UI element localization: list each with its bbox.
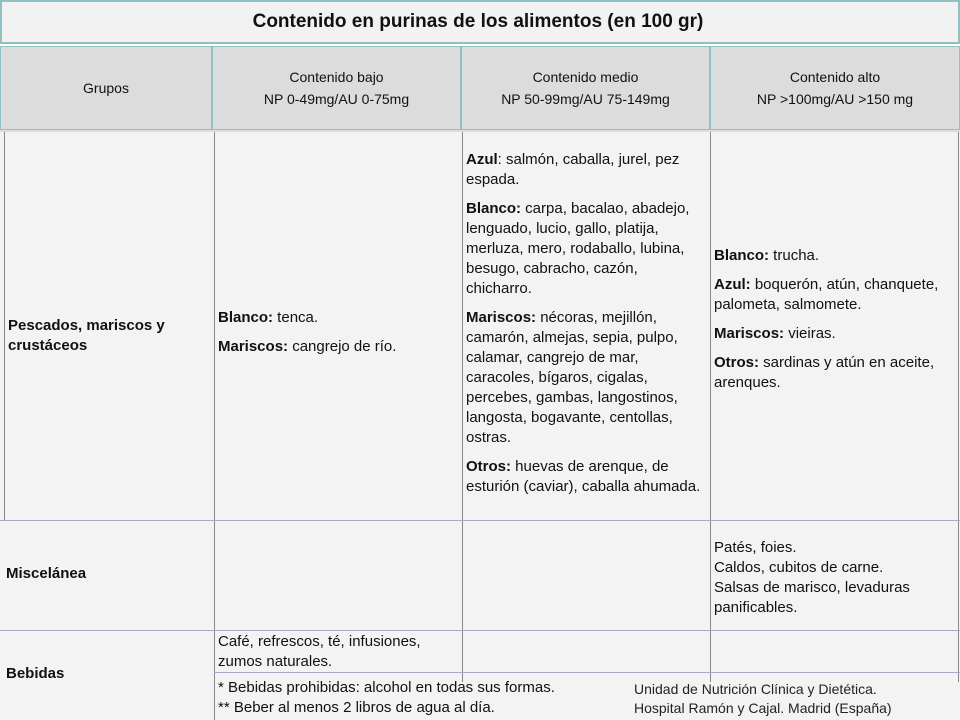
row-divider [0, 630, 960, 631]
column-divider [214, 132, 215, 720]
fish-medium-text-1: carpa, bacalao, abadejo, lenguado, lucio, gallo, platija, merluza, mero, rodaballo, lubina, besugo, cabracho, cazón, chicharro. [466, 200, 690, 297]
header-groups [0, 46, 212, 130]
fish-high-cell [714, 246, 950, 402]
column-divider [958, 132, 959, 682]
group-drinks: Bebidas [6, 665, 65, 682]
table-body [0, 132, 960, 720]
fish-low-text-0: tenca. [273, 309, 319, 326]
fish-high-text-3: sardinas y atún en aceite, arenques. [714, 354, 935, 391]
header-low-title: Contenido bajo [289, 69, 384, 85]
fish-medium-label-3: Otros: [466, 458, 511, 475]
group-fish: Pescados, mariscos y crustáceos [8, 317, 165, 354]
fish-medium-cell [466, 150, 706, 506]
header-high-title: Contenido alto [789, 69, 881, 85]
fish-low-label-0: Blanco: [218, 309, 274, 326]
credit-line-2: Hospital Ramón y Cajal. Madrid (España) [634, 700, 892, 716]
drinks-note-2: ** Beber al menos 2 libros de agua al día. [218, 699, 495, 716]
credit-line-1: Unidad de Nutrición Clínica y Dietética. [634, 681, 877, 697]
header-groups-label: Grupos [83, 80, 129, 96]
drinks-note-1: * Bebidas prohibidas: alcohol en todas sus formas. [218, 679, 555, 696]
column-divider [710, 132, 711, 682]
fish-medium-text-0: : salmón, caballa, jurel, pez espada. [466, 151, 680, 188]
header-high [710, 46, 960, 130]
fish-high-label-3: Otros: [714, 354, 759, 371]
fish-medium-text-3: huevas de arenque, de esturión (caviar), caballa ahumada. [466, 458, 701, 495]
header-medium-title: Contenido medio [532, 69, 639, 85]
fish-medium-label-2: Mariscos: [466, 309, 537, 326]
fish-low-cell [218, 308, 458, 366]
fish-high-text-1: boquerón, atún, chanquete, palometa, salmomete. [714, 276, 939, 313]
page-title: Contenido en purinas de los alimentos (en 100 gr) [252, 11, 704, 32]
fish-high-label-1: Azul: [714, 276, 751, 293]
source-credit [634, 680, 892, 718]
fish-medium-label-0: Azul [466, 151, 498, 168]
fish-medium-label-1: Blanco: [466, 200, 522, 217]
header-low-range: NP 0-49mg/AU 0-75mg [263, 91, 410, 107]
table-title-bar [0, 0, 960, 44]
fish-high-text-0: trucha. [769, 247, 820, 264]
fish-high-text-2: vieiras. [784, 325, 836, 342]
fish-low-label-1: Mariscos: [218, 338, 289, 355]
header-medium [461, 46, 710, 130]
drinks-low-cell: Café, refrescos, té, infusiones, zumos naturales. [218, 633, 421, 670]
header-low [212, 46, 461, 130]
fish-high-label-2: Mariscos: [714, 325, 785, 342]
row-divider [214, 672, 960, 673]
header-medium-range: NP 50-99mg/AU 75-149mg [501, 91, 670, 107]
fish-low-text-1: cangrejo de río. [288, 338, 397, 355]
table-header-row [0, 46, 960, 132]
fish-high-label-0: Blanco: [714, 247, 770, 264]
header-high-range: NP >100mg/AU >150 mg [756, 91, 914, 107]
row-divider [0, 520, 960, 521]
column-divider [462, 132, 463, 682]
column-divider [4, 132, 5, 520]
group-misc: Miscelánea [6, 565, 87, 582]
misc-high-cell: Patés, foies. Caldos, cubitos de carne. Salsas de marisco, levaduras panificables. [714, 539, 910, 616]
fish-medium-text-2: nécoras, mejillón, camarón, almejas, sepia, pulpo, calamar, cangrejo de mar, caracoles, bígaros, cigalas, percebes, gambas, langostinos, langosta, bogavante, centollas, ostras. [466, 309, 678, 446]
